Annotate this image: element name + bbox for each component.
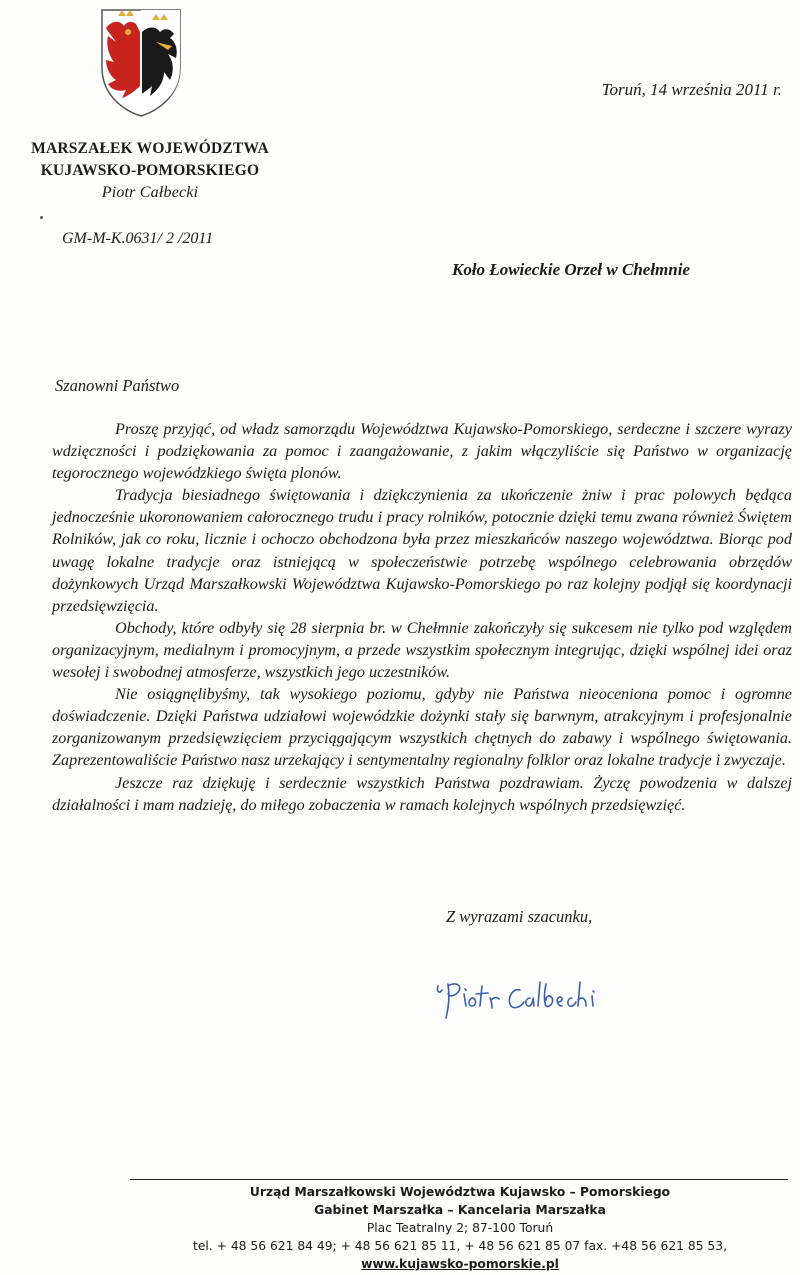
closing: Z wyrazami szacunku, xyxy=(446,907,593,926)
footer-phones: tel. + 48 56 621 84 49; + 48 56 621 85 11, + 48 56 621 85 07 fax. +48 56 621 85 53, xyxy=(193,1239,727,1253)
office-heading xyxy=(0,138,300,204)
paragraph: Obchody, które odbyły się 28 sierpnia br. w Chełmnie zakończyły się sukcesem nie tylko pod względem organizacyjnym, medialnym i promocyjnym, a przede wszystkim społecznym integrując, dzięki wspólnej idei oraz wesołej i swobodnej atmosferze, wszystkich jego uczestników. xyxy=(52,618,792,682)
place-date: Toruń, 14 września 2011 r. xyxy=(601,80,782,99)
paragraph: Nie osiągnęlibyśmy, tak wysokiego poziomu, gdyby nie Państwa nieoceniona pomoc i ogromne doświadczenie. Dzięki Państwa udziałowi wojewódzkie dożynki stały się barwnym, atrakcyjnym i profesjonalnie zorganizowanym przedsięwzięciem przyciągającym wszystkich chętnych do zabawy i wspólnego świętowania. Zaprezentowaliście Państwo nasz urzekający i sentymentalny regionalny folklor oraz lokalne tradycje i zwyczaje. xyxy=(52,685,792,770)
scan-speck xyxy=(40,216,43,219)
footer-office: Urząd Marszałkowski Województwa Kujawsko – Pomorskiego xyxy=(249,1185,671,1199)
office-holder-name: Piotr Całbecki xyxy=(101,184,199,201)
paragraph: Jeszcze raz dziękuję i serdecznie wszystkich Państwa pozdrawiam. Życzę powodzenia w dalszej działalności i mam nadzieję, do miłego zobaczenia w ramach kolejnych wspólnych przedsięwzięć. xyxy=(52,773,792,814)
office-line-1: MARSZAŁEK WOJEWÓDZTWA xyxy=(31,140,269,157)
office-line-2: KUJAWSKO-POMORSKIEGO xyxy=(40,162,260,179)
signature-icon xyxy=(430,972,640,1024)
footer-divider xyxy=(130,1179,788,1180)
reference-number: GM-M-K.0631/ 2 /2011 xyxy=(62,230,214,247)
coat-of-arms-icon xyxy=(98,6,184,118)
footer-department: Gabinet Marszałka – Kancelaria Marszałka xyxy=(314,1203,606,1217)
footer-website-link[interactable]: www.kujawsko-pomorskie.pl xyxy=(361,1257,559,1271)
footer-address: Plac Teatralny 2; 87-100 Toruń xyxy=(366,1221,554,1235)
paragraph: Proszę przyjąć, od władz samorządu Województwa Kujawsko-Pomorskiego, serdeczne i szczere wyrazy wdzięczności i podziękowania za pomoc i zaangażowanie, z jakim włączyliście się Państwo w organizację tegorocznego wojewódzkiego święta plonów. xyxy=(52,420,792,483)
letter-body xyxy=(52,418,792,816)
salutation: Szanowni Państwo xyxy=(55,376,180,395)
paragraph: Tradycja biesiadnego świętowania i dziękczynienia za ukończenie żniw i prac polowych będąca jednocześnie ukoronowaniem całorocznego trudu i pracy rolników, potocznie dzięki temu zwana również Świętem Rolników, jak co roku, licznie i ochoczo obchodzona była przez mieszkańców naszego województwa. Biorąc pod uwagę lokalne tradycje oraz istniejącą w społeczeństwie potrzebę wspólnego celebrowania obrzędów dożynkowych Urząd Marszałkowski Województwa Kujawsko-Pomorskiego po raz kolejny podjął się koordynacji przedsięwzięcia. xyxy=(52,486,792,615)
footer xyxy=(140,1183,780,1273)
addressee: Koło Łowieckie Orzeł w Chełmnie xyxy=(452,260,690,279)
